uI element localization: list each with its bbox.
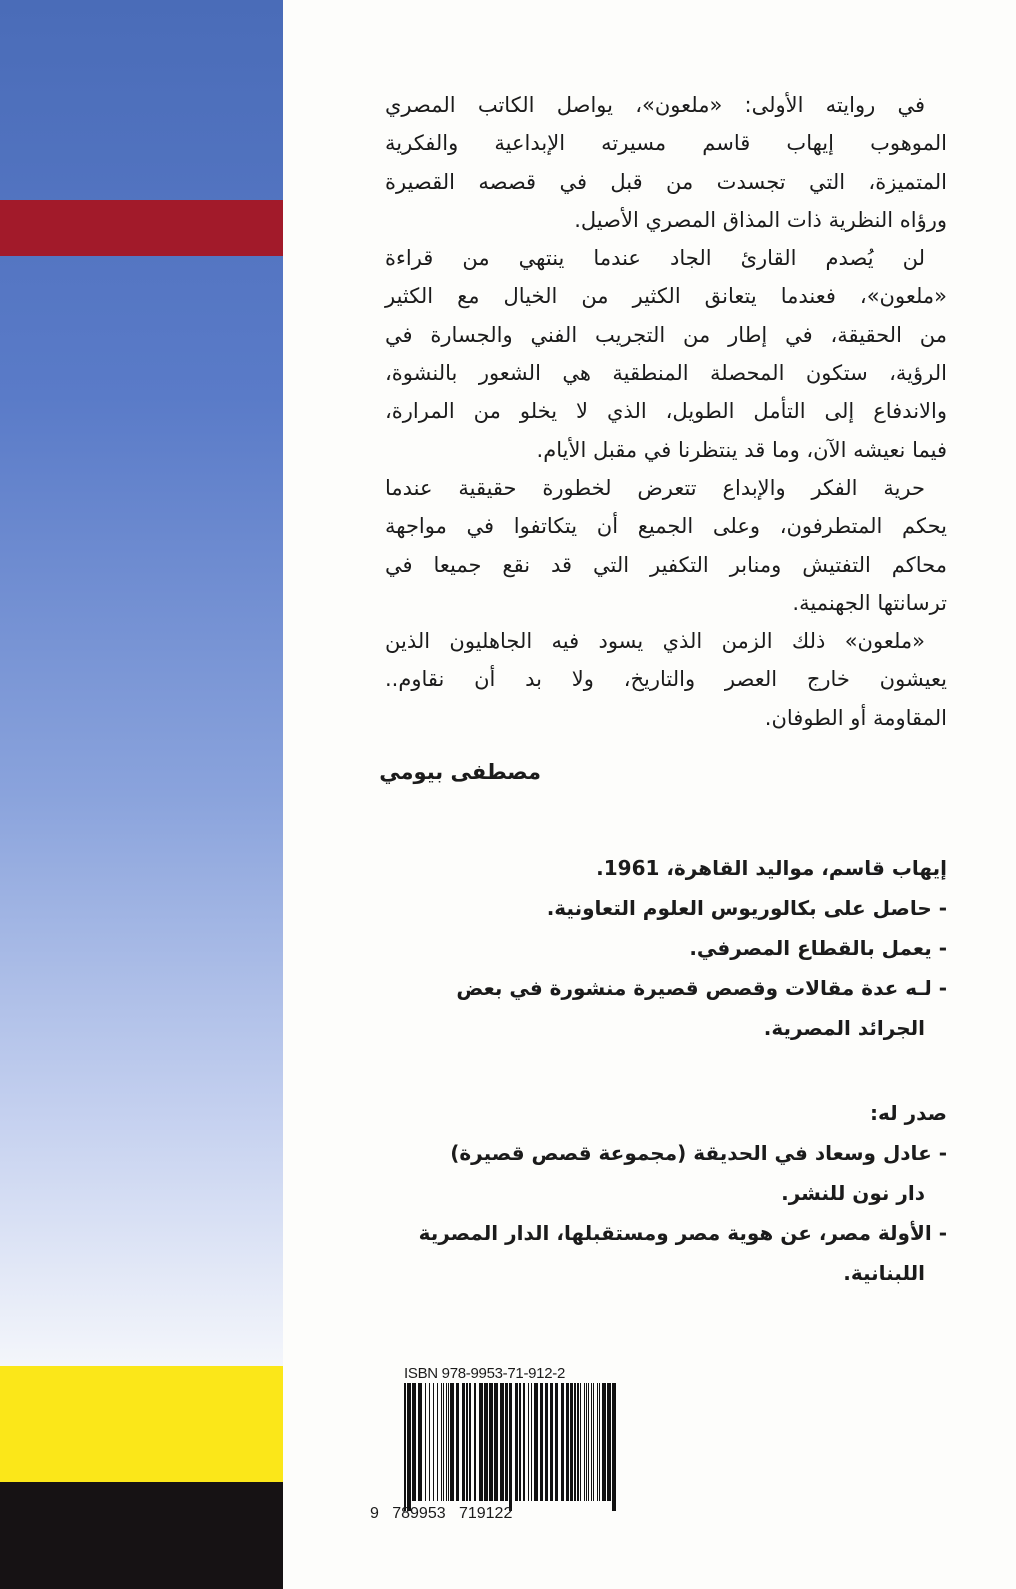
blurb-line: في روايته الأولى: «ملعون»، يواصل الكاتب المصري	[385, 93, 925, 117]
blurb-text	[385, 86, 947, 737]
blurb-line: والاندفاع إلى التأمل الطويل، الذي لا يخلو من المرارة،	[385, 399, 947, 424]
bio-item: - يعمل بالقطاع المصرفي.	[689, 936, 947, 960]
barcode-bar	[550, 1383, 553, 1501]
barcode-bar	[523, 1383, 525, 1501]
barcode-bar	[448, 1383, 449, 1501]
barcode-bar	[425, 1383, 426, 1501]
barcode-bar	[462, 1383, 465, 1501]
blurb-line: الرؤية، ستكون المحصلة المنطقية هي الشعور بالنشوة،	[385, 361, 947, 386]
barcode-bar	[545, 1383, 548, 1501]
blurb-line: لن يُصدم القارئ الجاد عندما ينتهي من قراءة	[385, 246, 925, 271]
barcode-bar	[540, 1383, 543, 1501]
barcode-bar	[404, 1383, 406, 1511]
barcode-bar	[466, 1383, 468, 1501]
barcode-bar	[494, 1383, 498, 1501]
publications	[385, 1093, 947, 1293]
blurb-line: يعيشون خارج العصر والتاريخ، ولا بد أن نقاوم..	[385, 667, 947, 692]
barcode-bar	[433, 1383, 434, 1501]
barcode-bar	[593, 1383, 594, 1501]
blurb-line: الموهوب إيهاب قاسم مسيرته الإبداعية والفكرية	[385, 131, 947, 156]
barcode-bar	[566, 1383, 569, 1501]
barcode-bar	[588, 1383, 589, 1501]
barcode-bar	[469, 1383, 471, 1501]
barcode-bar	[489, 1383, 493, 1501]
barcode-bar	[443, 1383, 444, 1501]
barcode-bar	[612, 1383, 616, 1511]
barcode-bar	[515, 1383, 518, 1501]
barcode-bar	[597, 1383, 598, 1501]
barcode-bar	[412, 1383, 416, 1501]
publication-publisher: دار نون للنشر.	[781, 1181, 925, 1205]
blurb-line: فيما نعيشه الآن، وما قد ينتظرنا في مقبل الأيام.	[536, 437, 947, 462]
barcode-bar	[561, 1383, 564, 1501]
barcode-bar	[474, 1383, 476, 1501]
blurb-line: المقاومة أو الطوفان.	[764, 705, 947, 730]
barcode-bar	[528, 1383, 529, 1501]
bio-item-continuation: الجرائد المصرية.	[763, 1016, 925, 1040]
barcode-bar	[418, 1383, 422, 1501]
barcode-bar	[519, 1383, 521, 1501]
barcode-bar	[602, 1383, 606, 1501]
barcode-bar	[505, 1383, 508, 1501]
blurb-line: حرية الفكر والإبداع تتعرض لخطورة حقيقية عندما	[385, 475, 925, 500]
barcode-bar	[570, 1383, 573, 1501]
barcode-bar	[500, 1383, 504, 1501]
barcode-bar	[450, 1383, 454, 1501]
blurb-line: ترسانتها الجهنمية.	[792, 590, 947, 615]
barcode-bar	[577, 1383, 579, 1501]
barcode-bar	[479, 1383, 483, 1501]
isbn-label: ISBN 978-9953-71-912-2	[404, 1365, 566, 1382]
blurb-line: ورؤاه النظرية ذات المذاق المصري الأصيل.	[574, 207, 947, 232]
barcode-bar	[441, 1383, 442, 1501]
barcode-bar	[586, 1383, 587, 1501]
barcode-bar	[531, 1383, 532, 1501]
publication-publisher: اللبنانية.	[843, 1261, 925, 1285]
publication-item: - الأولة مصر، عن هوية مصر ومستقبلها، الدار المصرية	[418, 1221, 947, 1245]
barcode-bar	[456, 1383, 459, 1501]
barcode-bar	[437, 1383, 438, 1501]
blurb-line: يحكم المتطرفون، وعلى الجميع أن يتكاتفوا في مواجهة	[385, 514, 947, 539]
barcode-digits: 9 789953 719122	[370, 1505, 513, 1522]
blurb-line: من الحقيقة، في إطار من التجريب الفني والجسارة في	[385, 322, 947, 347]
barcode-bar	[509, 1383, 512, 1511]
blurb-line: محاكم التفتيش ومنابر التكفير التي قد نقع جميعا في	[385, 552, 947, 577]
barcode-bar	[584, 1383, 585, 1501]
publications-heading: صدر له:	[870, 1101, 947, 1125]
publication-item: - عادل وسعاد في الحديقة (مجموعة قصص قصيرة)	[450, 1141, 947, 1165]
barcode-bar	[484, 1383, 488, 1501]
red-band	[0, 200, 283, 256]
author-bio	[385, 848, 947, 1048]
barcode-bar	[574, 1383, 576, 1501]
barcode-bar	[580, 1383, 581, 1501]
blurb-line: المتميزة، التي تجسدت من قبل في قصصه القصيرة	[385, 169, 947, 194]
blurb-line: «ملعون» ذلك الزمن الذي يسود فيه الجاهليون الذين	[385, 629, 925, 654]
barcode-bar	[429, 1383, 430, 1501]
barcode-bars	[404, 1383, 616, 1511]
bio-item: - حاصل على بكالوريوس العلوم التعاونية.	[546, 896, 947, 920]
barcode-bar	[607, 1383, 611, 1501]
yellow-band	[0, 1366, 283, 1482]
bio-heading: إيهاب قاسم، مواليد القاهرة، 1961.	[596, 856, 947, 880]
barcode	[370, 1365, 630, 1525]
barcode-bar	[599, 1383, 600, 1501]
barcode-bar	[534, 1383, 538, 1501]
blurb-line: «ملعون»، فعندما يتعانق الكثير من الخيال مع الكثير	[385, 284, 947, 309]
barcode-bar	[591, 1383, 592, 1501]
barcode-bar	[555, 1383, 558, 1501]
black-band	[0, 1482, 283, 1589]
barcode-bar	[446, 1383, 447, 1501]
barcode-bar	[407, 1383, 411, 1511]
bio-item: - لـه عدة مقالات وقصص قصيرة منشورة في بعض	[456, 976, 947, 1000]
signature: مصطفى بيومي	[379, 760, 541, 784]
